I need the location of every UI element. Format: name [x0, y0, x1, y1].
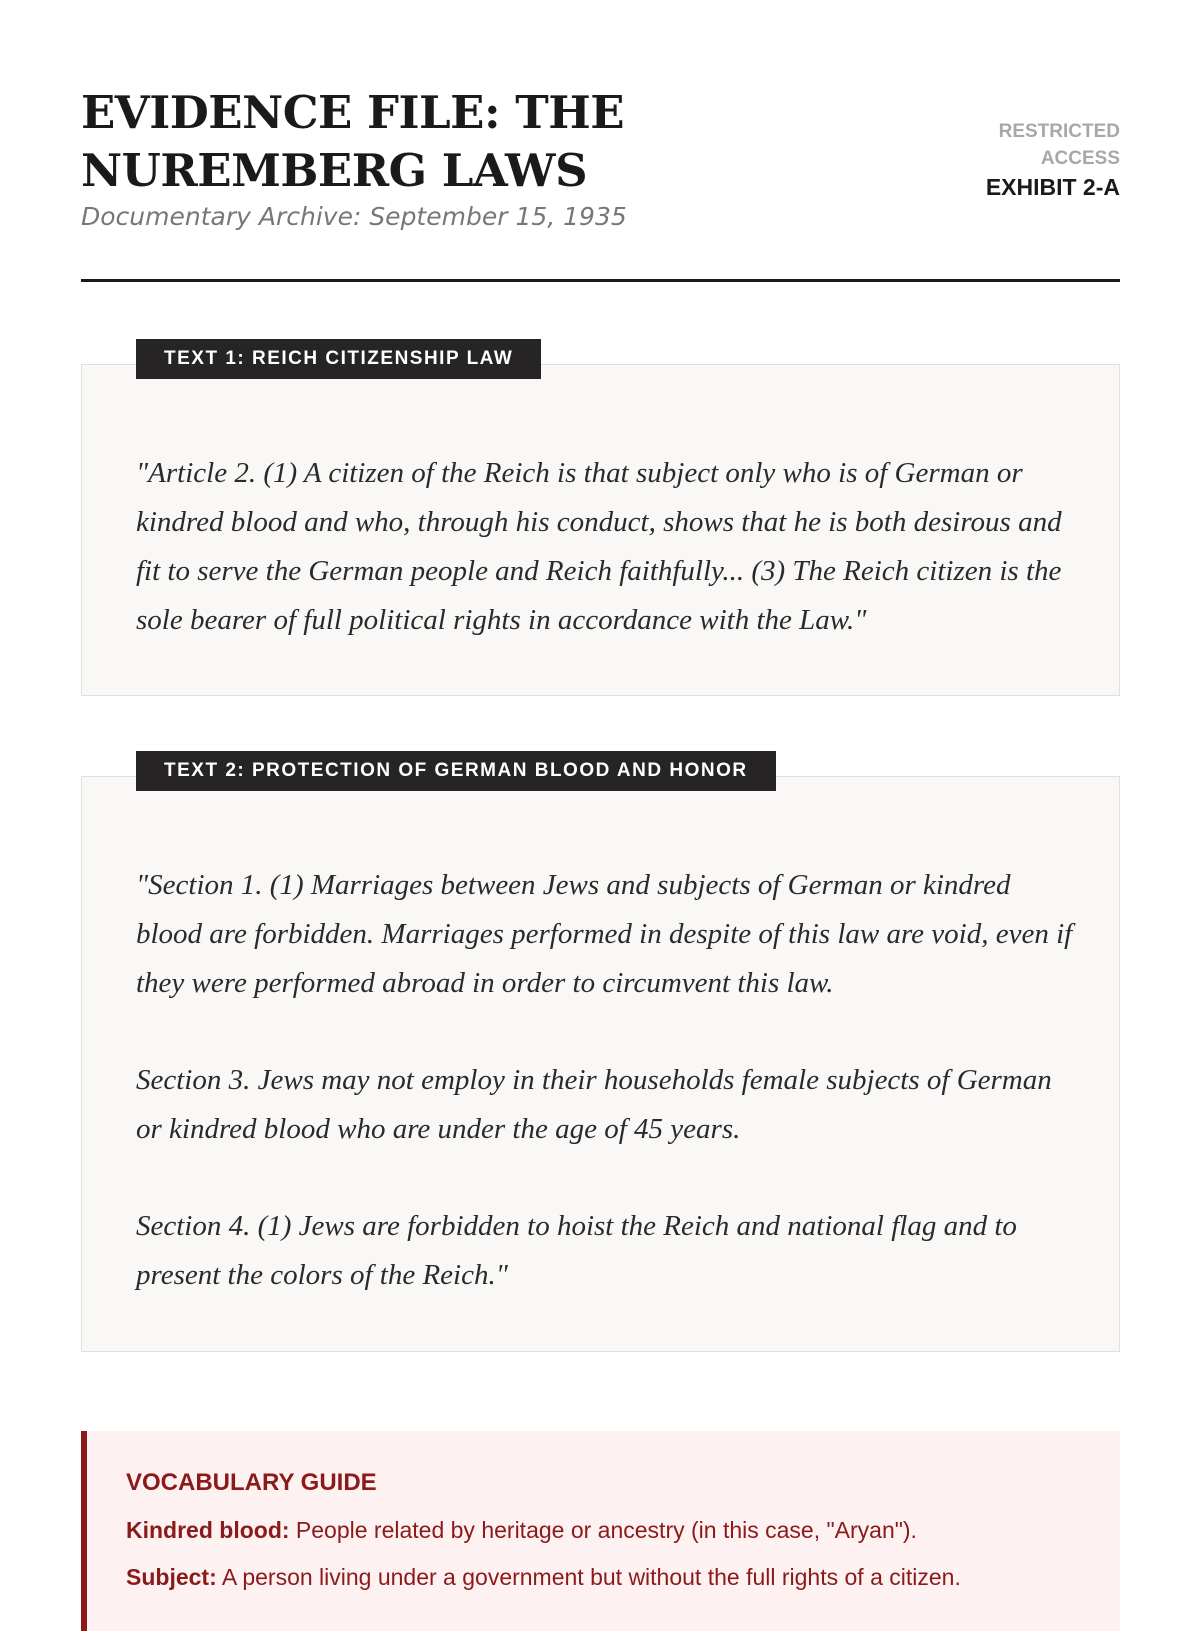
document-card-blood-and-honor [81, 760, 1120, 1352]
document-card-citizenship-law [81, 348, 1120, 696]
page-subtitle: Documentary Archive: September 15, 1935 [81, 202, 627, 231]
document-paragraph: Section 4. (1) Jews are forbidden to hoist the Reich and national flag and to present the colors of the Reich." [136, 1210, 1017, 1291]
vocabulary-definition: People related by heritage or ancestry (in this case, "Aryan"). [295, 1517, 917, 1543]
page-header [81, 0, 1120, 231]
document-text [136, 861, 1079, 1300]
document-text [136, 449, 1079, 645]
document-label: TEXT 1: REICH CITIZENSHIP LAW [136, 339, 541, 379]
document-label: TEXT 2: PROTECTION OF GERMAN BLOOD AND HONOR [136, 751, 776, 791]
vocabulary-guide [81, 1431, 1120, 1631]
vocabulary-title: VOCABULARY GUIDE [126, 1469, 377, 1496]
vocabulary-term: Subject: [126, 1564, 217, 1590]
exhibit-id: EXHIBIT 2-A [985, 174, 1120, 200]
vocabulary-item [126, 1517, 917, 1544]
evidence-page [81, 0, 1120, 1590]
document-paragraph: "Section 1. (1) Marriages between Jews and subjects of German or kindred blood are forbidden. Marriages performed in despite of this law are void, even if they were performed abroad in order to circumvent this law. [136, 869, 1073, 999]
header-divider [81, 279, 1120, 282]
page-title: EVIDENCE FILE: THE NUREMBERG LAWS [81, 86, 625, 197]
vocabulary-term: Kindred blood: [126, 1517, 290, 1543]
restricted-access-label: RESTRICTED ACCESS [998, 121, 1120, 169]
document-paragraph: Section 3. Jews may not employ in their households female subjects of German or kindred blood who are under the age of 45 years. [136, 1064, 1052, 1145]
document-paragraph: "Article 2. (1) A citizen of the Reich is that subject only who is of German or kindred blood and who, through his conduct, shows that he is both desirous and fit to serve the German people and Reich faithfully... (3) The Reich citizen is the sole bearer of full political rights in accordance with the Law." [136, 457, 1062, 636]
vocabulary-definition: A person living under a government but without the full rights of a citizen. [221, 1564, 961, 1590]
vocabulary-item [126, 1564, 961, 1591]
exhibit-marker [940, 118, 1120, 202]
